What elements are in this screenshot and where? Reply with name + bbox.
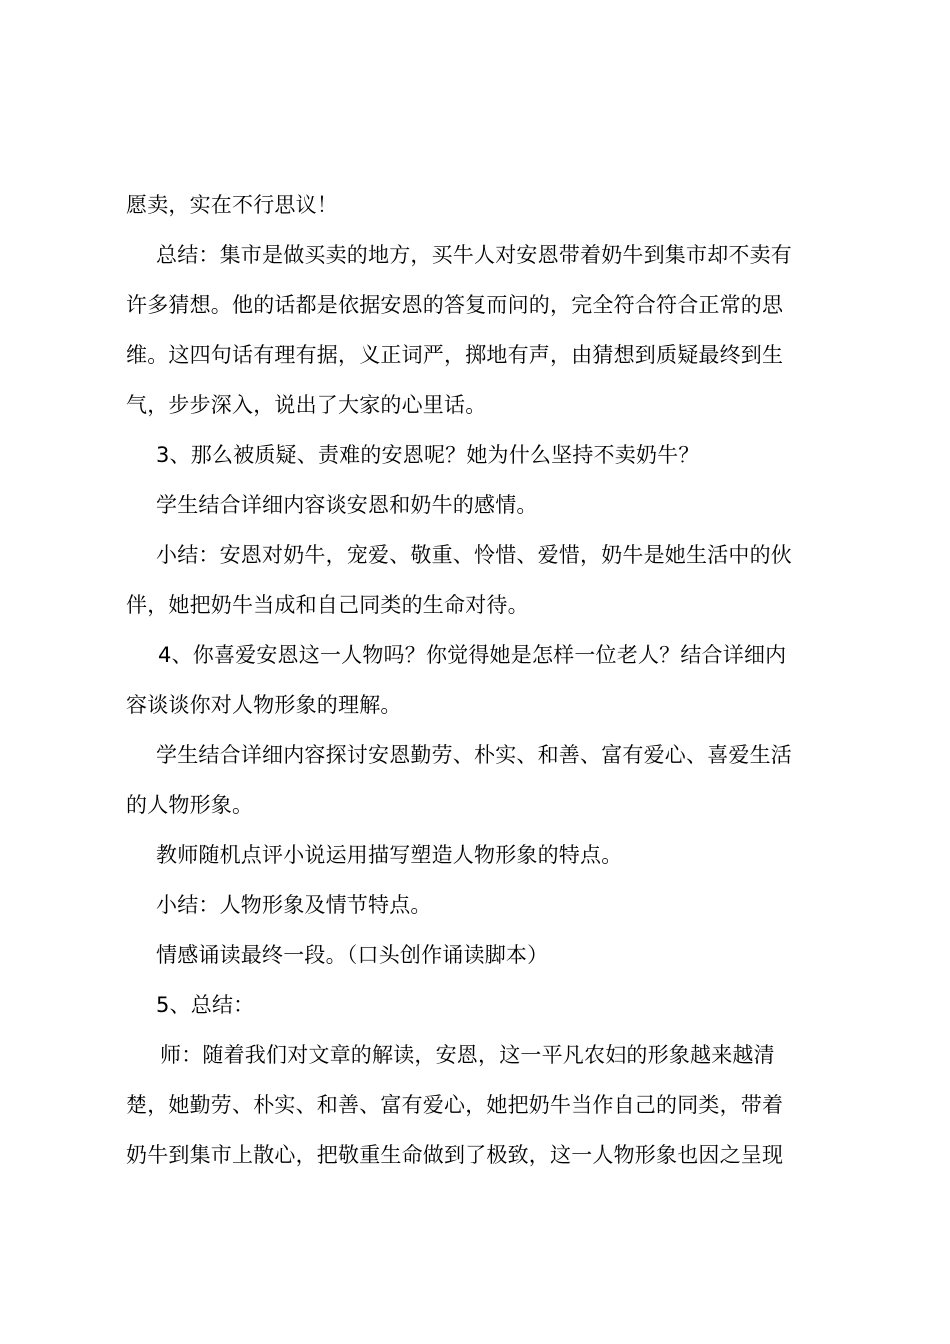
text-line: 奶牛到集市上散心，把敬重生命做到了极致，这一人物形象也因之呈现 bbox=[126, 1143, 784, 1167]
paragraph-brief-summary-line: 小结：安恩对奶牛，宠爱、敬重、怜惜、爱惜，奶牛是她生活中的伙 bbox=[156, 543, 792, 567]
text-line: 容谈谈你对人物形象的理解。 bbox=[126, 693, 402, 717]
text-line: 气，步步深入，说出了大家的心里话。 bbox=[126, 393, 487, 417]
text-line: 学生结合详细内容探讨安恩勤劳、朴实、和善、富有爱心、喜爱生活 bbox=[156, 743, 792, 767]
paragraph-summary-line: 总结：集市是做买卖的地方，买牛人对安恩带着奶牛到集市却不卖有 bbox=[156, 243, 792, 267]
text-line: 楚，她勤劳、朴实、和善、富有爱心，她把奶牛当作自己的同类，带着 bbox=[126, 1093, 784, 1117]
text-line: 许多猜想。他的话都是依据安恩的答复而问的，完全符合符合正常的思 bbox=[126, 293, 784, 317]
text-line: 小结：人物形象及情节特点。 bbox=[156, 893, 432, 917]
text-line: 愿卖，实在不行思议！ bbox=[126, 193, 338, 217]
text-line: 维。这四句话有理有据，义正词严，掷地有声，由猜想到质疑最终到生 bbox=[126, 343, 784, 367]
question-3-line: 3、那么被质疑、责难的安恩呢？她为什么坚持不卖奶牛？ bbox=[156, 443, 700, 467]
text-line: 的人物形象。 bbox=[126, 793, 254, 817]
text-line: 情感诵读最终一段。（口头创作诵读脚本） bbox=[156, 943, 549, 967]
section-5-heading: 5、总结： bbox=[156, 993, 255, 1017]
document-body bbox=[126, 180, 832, 1180]
question-4-line: 4、你喜爱安恩这一人物吗？你觉得她是怎样一位老人？结合详细内 bbox=[158, 643, 787, 667]
text-line: 伴，她把奶牛当成和自己同类的生命对待。 bbox=[126, 593, 529, 617]
teacher-line: 师：随着我们对文章的解读，安恩，这一平凡农妇的形象越来越清 bbox=[160, 1043, 775, 1067]
text-line: 教师随机点评小说运用描写塑造人物形象的特点。 bbox=[156, 843, 623, 867]
text-line: 学生结合详细内容谈安恩和奶牛的感情。 bbox=[156, 493, 538, 517]
